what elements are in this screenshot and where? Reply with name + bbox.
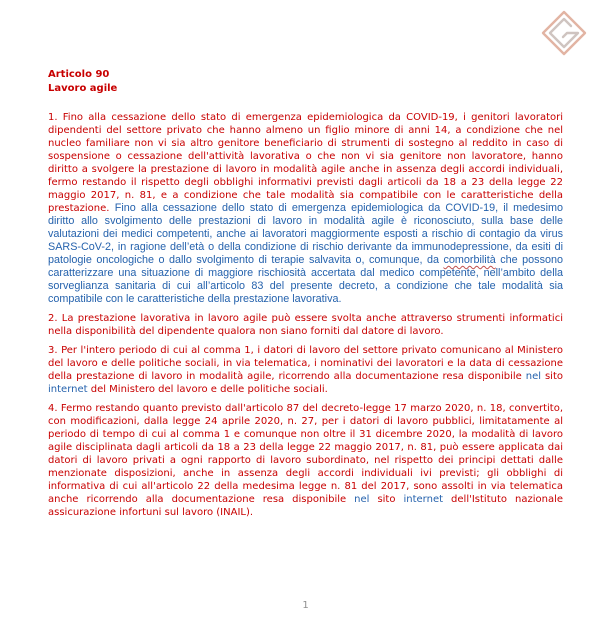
diamond-g-logo-icon: [540, 9, 588, 57]
amended-text-segment: che possono caratterizzare una situazione di maggiore rischiosità accertata dal medico competente, nell’ambito della sorveglianza sanitaria di cui all’articolo 83 del presente decreto, a condizione che tale modalità sia compatibile con le caratteristiche della prestazione lavorativa.: [48, 254, 563, 305]
paragraph-2: [48, 312, 563, 338]
logo: [540, 9, 588, 57]
amended-text-segment: internet: [48, 384, 88, 395]
amended-text-segment: Fino alla cessazione dello stato di emergenza epidemiologica da COVID-19, il medesimo diritto allo svolgimento delle prestazioni di lavoro in modalità agile è riconosciuto, sulla base delle valutazioni dei medici competenti, anche ai lavoratori maggiormente esposti a rischio di contagio da virus SARS-CoV-2, in ragione dell’età o della condizione di rischio derivante da immunodepressione, da esiti di patologie oncologiche o dallo svolgimento di terapie salvavita o, comunque, da: [48, 202, 563, 266]
paragraph-1: [48, 111, 563, 306]
text-segment: dell'Istituto nazionale assicurazione infortuni sul lavoro (INAIL).: [48, 494, 564, 518]
article-subtitle: Lavoro agile: [48, 83, 118, 94]
amended-text-segment: nel: [525, 371, 542, 382]
text-segment: 4. Fermo restando quanto previsto dall'articolo 87 del decreto-legge 17 marzo 2020, n. 18, convertito, con modificazioni, dalla legge 24 aprile 2020, n. 27, per i datori di lavoro pubblici, limitatamente al periodo di tempo di cui al comma 1 e comunque non oltre il 31 dicembre 2020, la modalità di lavoro agile disciplinata dagli articoli da 18 a 23 della legge 22 maggio 2017, n. 81, può essere applicata dai datori di lavoro privati a ogni rapporto di lavoro subordinato, nel rispetto dei principi dettati dalle menzionate disposizioni, anche in assenza degli accordi individuali ivi previsti; gli obblighi di informativa di cui all'articolo 22 della medesima legge n. 81 del 2017, sono assolti in via telematica anche ricorrendo alla documentazione resa disponibile: [48, 403, 563, 505]
paragraph-3: [48, 344, 563, 396]
text-segment: 1. Fino alla cessazione dello stato di emergenza epidemiologica da COVID-19, i genitori lavoratori dipendenti del settore privato che hanno almeno un figlio minore di anni 14, a condizione che nel nucleo familiare non vi sia altro genitore beneficiario di strumenti di sostegno al reddito in caso di sospensione o cessazione dell'attività lavorativa o che non vi sia genitore non lavoratore, hanno diritto a svolgere la prestazione di lavoro in modalità agile anche in assenza degli accordi individuali, fermo restando il rispetto degli obblighi informativi previsti dagli articoli da 18 a 23 della legge 22 maggio 2017, n. 81, e a condizione che tale modalità sia compatibile con le caratteristiche della prestazione.: [48, 112, 563, 214]
document-body: [48, 68, 563, 525]
paragraph-4: [48, 402, 563, 519]
spellcheck-flagged-word: comorbilità: [443, 254, 496, 266]
text-segment: sito: [541, 371, 563, 382]
text-segment: sito: [369, 494, 404, 505]
text-segment: del Ministero del lavoro e delle politiche sociali.: [87, 384, 328, 395]
amended-text-segment: nel: [354, 494, 370, 505]
page-number: 1: [302, 600, 309, 611]
text-segment: 3. Per l'intero periodo di cui al comma 1, i datori di lavoro del settore privato comunicano al Ministero del lavoro e delle politiche sociali, in via telematica, i nominativi dei lavoratori e la data di cessazione della prestazione di lavoro in modalità agile, ricorrendo alla documentazione resa disponibile: [48, 345, 563, 382]
text-segment: 2. La prestazione lavorativa in lavoro agile può essere svolta anche attraverso strumenti informatici nella disponibilità del dipendente qualora non siano forniti dal datore di lavoro.: [48, 313, 563, 337]
amended-text-segment: internet: [403, 494, 444, 505]
article-title: Articolo 90: [48, 69, 110, 80]
